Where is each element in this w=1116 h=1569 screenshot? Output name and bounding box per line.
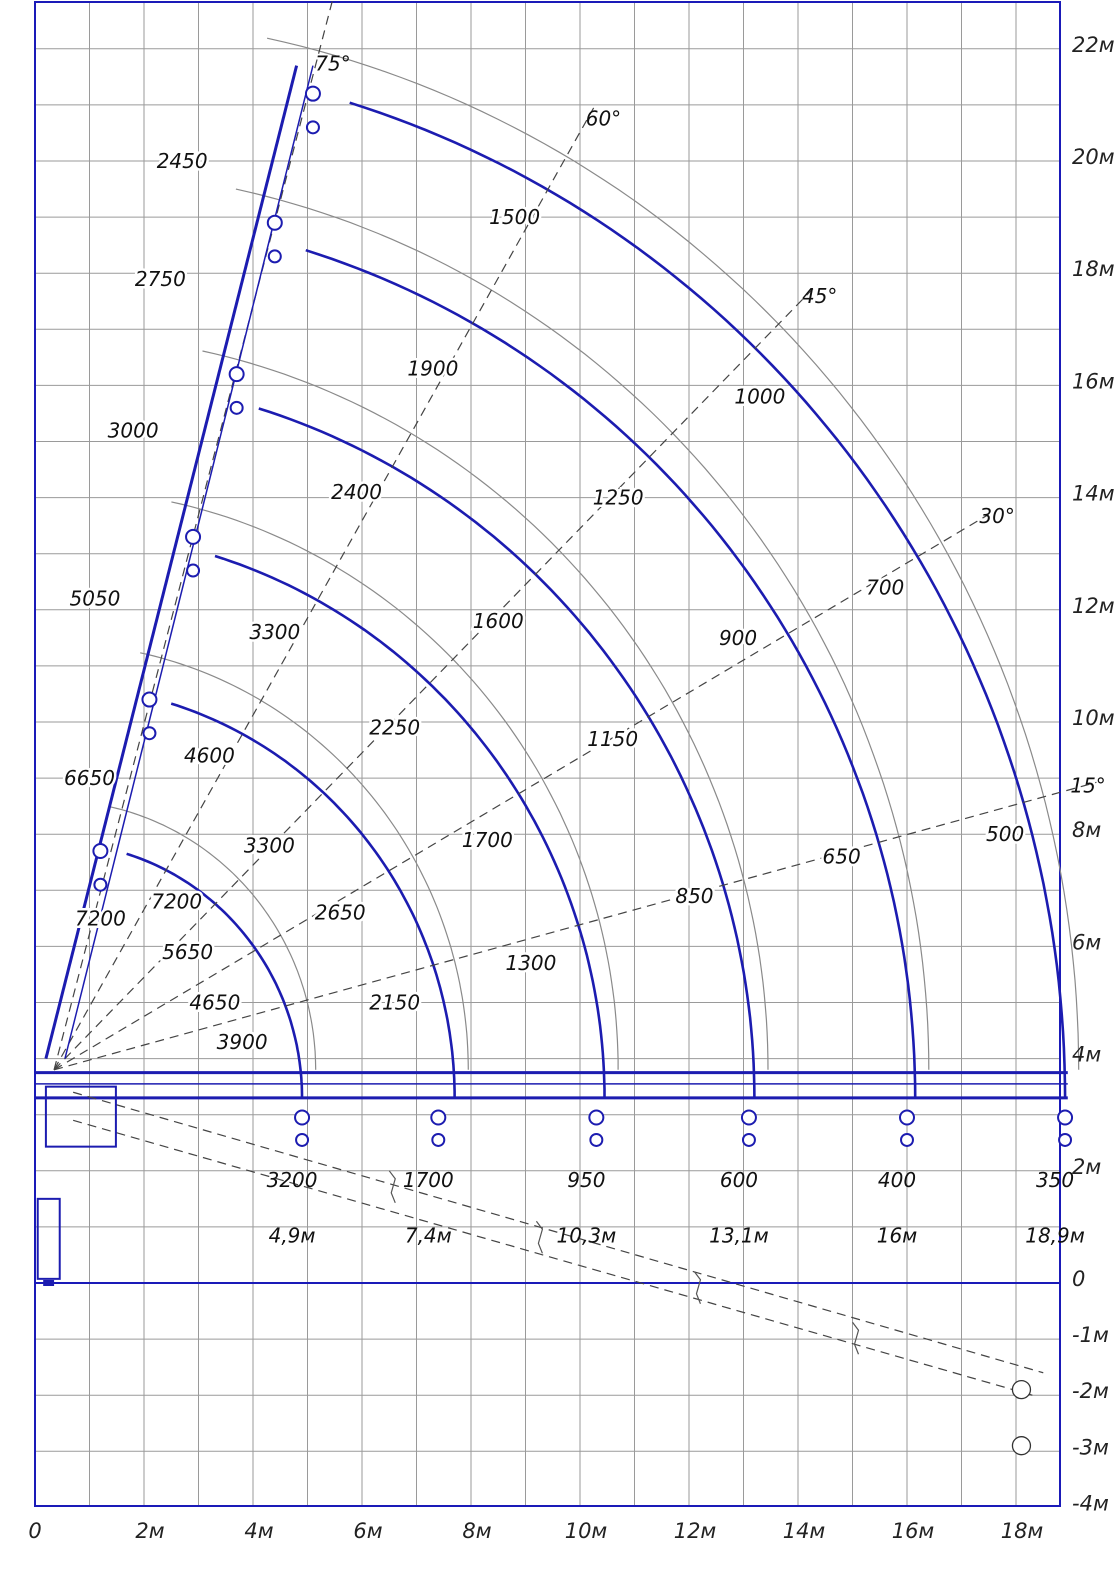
y-tick-label: 20м — [1072, 145, 1115, 169]
hook-icon — [590, 1134, 602, 1146]
hook-icon — [901, 1134, 913, 1146]
y-tick-label: -4м — [1072, 1491, 1109, 1516]
hook-icon — [1059, 1134, 1071, 1146]
x-tick-label: 2м — [135, 1519, 165, 1543]
hook-icon — [307, 121, 319, 133]
arc-load-label: 5050 — [69, 586, 121, 611]
y-tick-label: -1м — [1072, 1323, 1109, 1348]
hook-icon — [269, 250, 281, 262]
arc-load-label: 2650 — [314, 900, 366, 925]
arc-load-label: 3900 — [216, 1029, 268, 1054]
y-tick-label: -2м — [1072, 1379, 1109, 1404]
x-tick-label: 10м — [564, 1519, 608, 1543]
arc-load-label: 1900 — [407, 356, 459, 381]
arc-load-label: 1000 — [734, 384, 786, 409]
x-tick-label: 12м — [673, 1519, 717, 1543]
load-arc — [350, 103, 1065, 1098]
angle-rays — [54, 0, 1096, 1070]
hook-icon — [432, 1134, 444, 1146]
reach-label: 16м — [876, 1223, 918, 1248]
hook-icon — [230, 367, 244, 381]
crane-column — [38, 1199, 60, 1279]
angle-ray — [54, 782, 1096, 1069]
reach-label: 7,4м — [404, 1223, 452, 1248]
hook-icon — [1012, 1437, 1030, 1455]
x-tick-label: 0 — [28, 1519, 42, 1543]
arc-load-label: 1250 — [592, 485, 644, 510]
y-tick-label: 6м — [1072, 930, 1102, 955]
arc-load-label: 650 — [822, 844, 861, 869]
horizontal-load-label: 600 — [719, 1168, 759, 1193]
horizontal-load-label: 3200 — [266, 1168, 318, 1193]
hook-icon — [1058, 1111, 1072, 1125]
arc-load-label: 900 — [718, 625, 758, 650]
arc-load-label: 2400 — [331, 479, 383, 504]
x-tick-label: 14м — [782, 1519, 826, 1543]
arc-load-label: 2450 — [156, 149, 208, 173]
angle-ray — [54, 108, 594, 1070]
x-tick-label: 16м — [891, 1519, 935, 1543]
y-tick-label: 12м — [1072, 593, 1115, 618]
load-arc — [259, 409, 758, 1098]
arc-load-label: 2750 — [134, 266, 186, 291]
arc-load-label: 850 — [675, 883, 714, 908]
boom-lowered-bottom — [73, 1120, 1032, 1395]
y-tick-label: 4м — [1072, 1042, 1102, 1067]
reach-arc-outline — [171, 502, 618, 1070]
x-tick-label: 18м — [1000, 1519, 1044, 1543]
arc-load-label: 7200 — [74, 906, 126, 931]
arc-load-label: 7200 — [151, 889, 203, 914]
y-tick-label: 18м — [1072, 257, 1115, 282]
labels — [28, 33, 1114, 1543]
load-arc — [306, 250, 915, 1098]
angle-ray — [54, 514, 989, 1069]
hook-icon — [431, 1111, 445, 1125]
crane-base — [46, 1087, 116, 1147]
y-tick-label: 10м — [1072, 706, 1115, 730]
arc-load-label: 3300 — [243, 833, 295, 858]
horizontal-load-label: 400 — [877, 1168, 917, 1193]
y-tick-label: 2м — [1072, 1154, 1102, 1179]
hook-icon — [186, 530, 200, 544]
arc-load-label: 3000 — [107, 418, 159, 443]
angle-label: 75° — [315, 51, 351, 76]
lowered-hook-icon — [853, 1322, 859, 1354]
hook-icon — [295, 1111, 309, 1125]
reach-label: 10,3м — [556, 1223, 617, 1248]
arc-load-label: 1150 — [587, 726, 639, 751]
angle-label: 30° — [979, 504, 1015, 529]
hook-icon — [94, 879, 106, 891]
hook-icon — [296, 1134, 308, 1146]
arc-load-label: 4600 — [183, 743, 235, 768]
arc-load-label: 1500 — [489, 205, 541, 230]
y-tick-label: 16м — [1072, 369, 1115, 394]
reach-label: 13,1м — [709, 1223, 769, 1248]
reach-arcs — [109, 38, 1079, 1098]
arc-load-label: 700 — [866, 575, 905, 600]
arc-load-label: 500 — [986, 822, 1025, 847]
y-tick-label: 8м — [1072, 818, 1102, 843]
horizontal-load-label: 350 — [1035, 1168, 1075, 1193]
hook-icon — [231, 402, 243, 414]
arc-load-label: 1300 — [505, 951, 557, 976]
lowered-hook-icon — [389, 1171, 395, 1203]
hook-icon — [743, 1134, 755, 1146]
arc-load-label: 3300 — [249, 620, 301, 645]
y-tick-label: 14м — [1072, 481, 1115, 506]
hook-icon — [900, 1111, 914, 1125]
hook-icon — [589, 1111, 603, 1125]
hook-icon — [742, 1111, 756, 1125]
hook-icon — [1012, 1381, 1030, 1399]
reach-label: 4,9м — [268, 1223, 316, 1248]
x-tick-label: 6м — [353, 1519, 383, 1543]
x-tick-label: 4м — [244, 1519, 274, 1543]
y-tick-label: 0 — [1072, 1267, 1086, 1291]
reach-label: 18,9м — [1025, 1223, 1085, 1248]
hook-icon — [187, 565, 199, 577]
arc-load-label: 6650 — [64, 766, 115, 791]
hook-icon — [268, 216, 282, 230]
reach-arc-outline — [203, 351, 769, 1070]
arc-load-label: 1700 — [461, 827, 513, 852]
angle-label: 45° — [801, 284, 838, 309]
y-tick-label: 22м — [1072, 32, 1115, 57]
hook-icon — [143, 727, 155, 739]
arc-load-label: 1600 — [472, 609, 524, 634]
arc-load-label: 5650 — [162, 940, 214, 965]
arc-load-label: 4650 — [189, 990, 241, 1015]
angle-label: 15° — [1070, 773, 1106, 798]
horizontal-load-label: 950 — [567, 1168, 606, 1193]
arc-load-label: 2250 — [369, 715, 421, 740]
hook-icon — [93, 844, 107, 858]
x-tick-label: 8м — [462, 1519, 492, 1543]
angle-label: 60° — [585, 106, 622, 131]
arc-load-label: 2150 — [369, 990, 421, 1015]
hook-icon — [142, 693, 156, 707]
horizontal-load-label: 1700 — [402, 1168, 454, 1193]
hook-icon — [306, 87, 320, 101]
y-tick-label: -3м — [1072, 1435, 1109, 1460]
